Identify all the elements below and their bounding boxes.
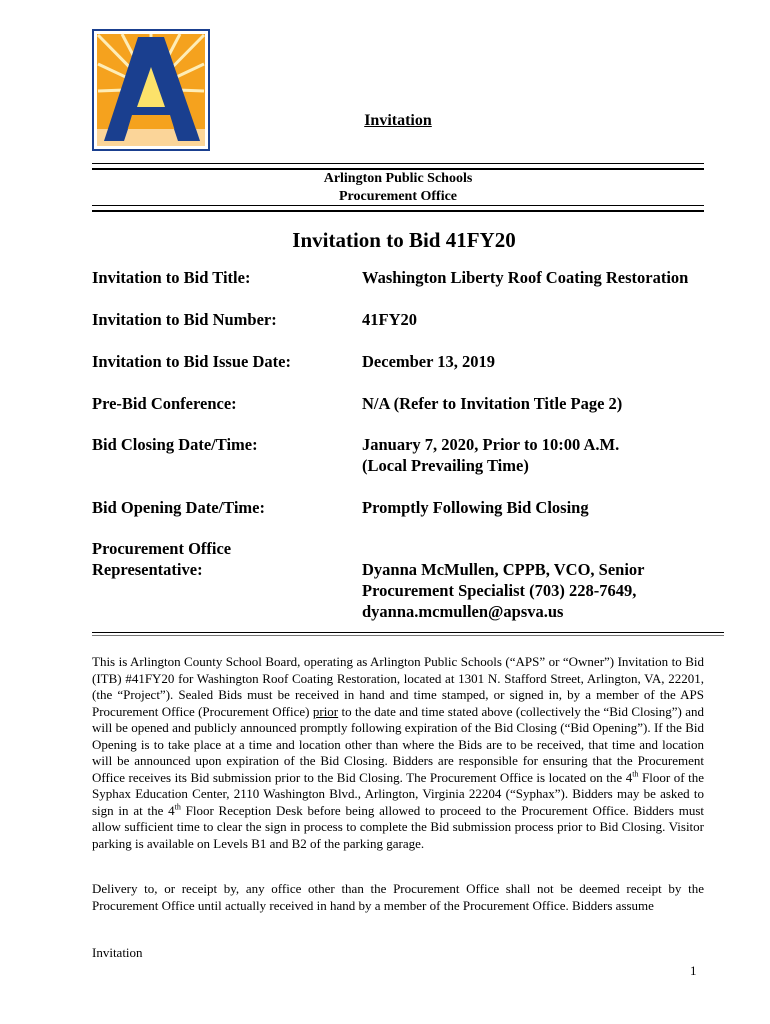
- header-rule-bottom: [92, 205, 704, 212]
- field-value-bid-title: Washington Liberty Roof Coating Restoration: [362, 268, 689, 287]
- field-label-issue-date: Invitation to Bid Issue Date:: [92, 352, 291, 371]
- field-value-closing: [362, 434, 742, 476]
- closing-date-line: January 7, 2020, Prior to 10:00 A.M.: [362, 435, 620, 454]
- field-value-bid-number: 41FY20: [362, 310, 417, 329]
- header-title: Invitation: [364, 112, 432, 129]
- organization-block: [0, 170, 770, 206]
- closing-time-note: (Local Prevailing Time): [362, 456, 529, 475]
- superscript-th-2: th: [174, 802, 181, 812]
- field-value-issue-date: December 13, 2019: [362, 352, 496, 371]
- field-label-opening: Bid Opening Date/Time:: [92, 498, 265, 517]
- document-title: Invitation to Bid 41FY20: [292, 228, 516, 252]
- para-text-3: Floor of the Syphax Education Center, 2110 Washington Blvd., Arlington, Virginia 22204 (“Syphax”). Bidders may be asked to sign in at the 4: [92, 769, 704, 818]
- field-value-representative: [362, 559, 742, 622]
- field-label-bid-number: Invitation to Bid Number:: [92, 310, 277, 329]
- para-text-4: Floor Reception Desk before being allowed to proceed to the Procurement Office. Bidders must allow sufficient time to clear the sign in process to complete the Bid submission process prior to Bid Closing. Visitor parking is available on Levels B1 and B2 of the parking garage.: [92, 802, 704, 851]
- field-label-closing: Bid Closing Date/Time:: [92, 435, 258, 454]
- superscript-th: th: [632, 769, 639, 779]
- org-name: Arlington Public Schools: [323, 171, 473, 186]
- rep-label-line1: Procurement Office: [92, 539, 232, 558]
- para-text-2: to the date and time stated above (collectively the “Bid Closing”) and will be opened and publicly announced promptly following expiration of the Bid Closing (“Bid Opening”). If the Bid Opening is to take place at a time and location other than where the Bids are to be received, that time and location will be announced upon expiration of the Bid Closing. Bidders are responsible for ensuring that the Procurement Office receives its Bid submission prior to the Bid Closing. The Procurement Office is located on the 4: [92, 703, 705, 785]
- rep-phone-line: Procurement Specialist (703) 228-7649,: [362, 581, 637, 600]
- field-value-pre-bid: N/A (Refer to Invitation Title Page 2): [362, 394, 623, 413]
- rep-label-line2: Representative:: [92, 560, 203, 579]
- rep-email: dyanna.mcmullen@apsva.us: [362, 602, 564, 621]
- header-rule-top: [92, 163, 704, 170]
- section-divider: [92, 632, 724, 636]
- aps-logo: [92, 29, 210, 151]
- field-label-pre-bid: Pre-Bid Conference:: [92, 394, 237, 413]
- rep-name-line: Dyanna McMullen, CPPB, VCO, Senior: [362, 560, 645, 579]
- page-number: 1: [690, 963, 697, 978]
- field-label-bid-title: Invitation to Bid Title:: [92, 268, 251, 287]
- field-label-representative: [92, 538, 352, 580]
- org-office: Procurement Office: [338, 189, 458, 204]
- field-value-opening: Promptly Following Bid Closing: [362, 498, 589, 517]
- footer-label: Invitation: [92, 945, 143, 960]
- para-prior-underlined: prior: [312, 703, 339, 719]
- delivery-paragraph: Delivery to, or receipt by, any office other than the Procurement Office shall not be deemed receipt by the Procurement Office until actually received in hand by a member of the Procurement Office. Bidders assume: [92, 881, 704, 913]
- intro-paragraph: [92, 654, 704, 852]
- para-text-1: This is Arlington County School Board, operating as Arlington Public Schools (“APS” or “Owner”) Invitation to Bid (ITB) #41FY20 for Washington Roof Coating Restoration, located at 1301 N. Stafford Street, Arlington, VA, 22201, (the “Project”). Sealed Bids must be received in hand and time stamped, or signed in, by a member of the APS Procurement Office (Procurement Office): [92, 654, 704, 719]
